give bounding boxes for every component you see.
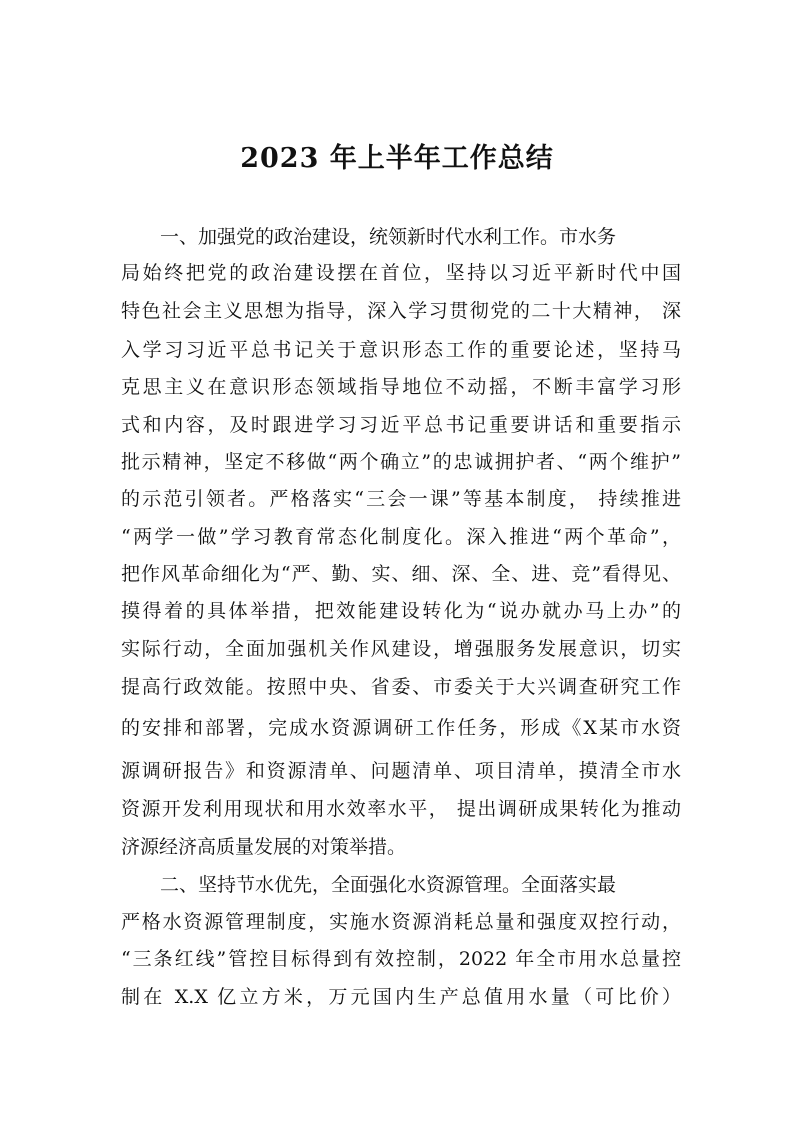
paragraph-line: 的安排和部署，完成水资源调研工作任务，形成《X某市水资: [121, 717, 681, 739]
paragraph-line: 源调研报告》和资源清单、问题清单、项目清单，摸清全市水: [121, 760, 681, 782]
paragraph-line: 克思主义在意识形态领域指导地位不动摇，不断丰富学习形: [121, 376, 681, 398]
paragraph-line: 式和内容，及时跟进学习习近平总书记重要讲话和重要指示: [121, 414, 681, 436]
paragraph-line: 资源开发利用现状和用水效率水平， 提出调研成果转化为推动: [121, 798, 681, 820]
paragraph-line: 严格水资源管理制度，实施水资源消耗总量和强度双控行动，: [121, 911, 681, 933]
document-title: 2023 年上半年工作总结: [240, 143, 554, 174]
paragraph-line: 入学习习近平总书记关于意识形态工作的重要论述，坚持马: [121, 339, 681, 361]
paragraph-line: 局始终把党的政治建设摆在首位，坚持以习近平新时代中国: [121, 262, 681, 284]
paragraph-line: 把作风革命细化为“严、勤、实、细、深、全、进、竞”看得见、: [121, 563, 681, 585]
paragraph-line: 摸得着的具体举措，把效能建设转化为“说办就办马上办”的: [121, 600, 681, 622]
paragraph-line: 济源经济高质量发展的对策举措。: [121, 836, 407, 858]
paragraph-line: 提高行政效能。按照中央、省委、市委关于大兴调查研究工作: [121, 676, 681, 698]
paragraph-line: “三条红线”管控目标得到有效控制，2022 年全市用水总量控: [121, 948, 681, 970]
paragraph-line: 批示精神，坚定不移做“两个确立”的忠诚拥护者、“两个维护”: [121, 451, 681, 473]
paragraph-line: 实际行动，全面加强机关作风建设，增强服务发展意识，切实: [121, 638, 681, 660]
paragraph-line: 制在 X.X 亿立方米，万元国内生产总值用水量（可比价）: [121, 986, 681, 1008]
paragraph-line: 一、加强党的政治建设，统领新时代水利工作。市水务: [160, 226, 617, 248]
paragraph-line: “两学一做”学习教育常态化制度化。深入推进“两个革命”，: [121, 526, 681, 548]
paragraph-line: 二、坚持节水优先，全面强化水资源管理。全面落实最: [160, 874, 617, 896]
paragraph-line: 的示范引领者。严格落实“三会一课”等基本制度， 持续推进: [121, 488, 681, 510]
paragraph-line: 特色社会主义思想为指导，深入学习贯彻党的二十大精神， 深: [121, 300, 681, 322]
